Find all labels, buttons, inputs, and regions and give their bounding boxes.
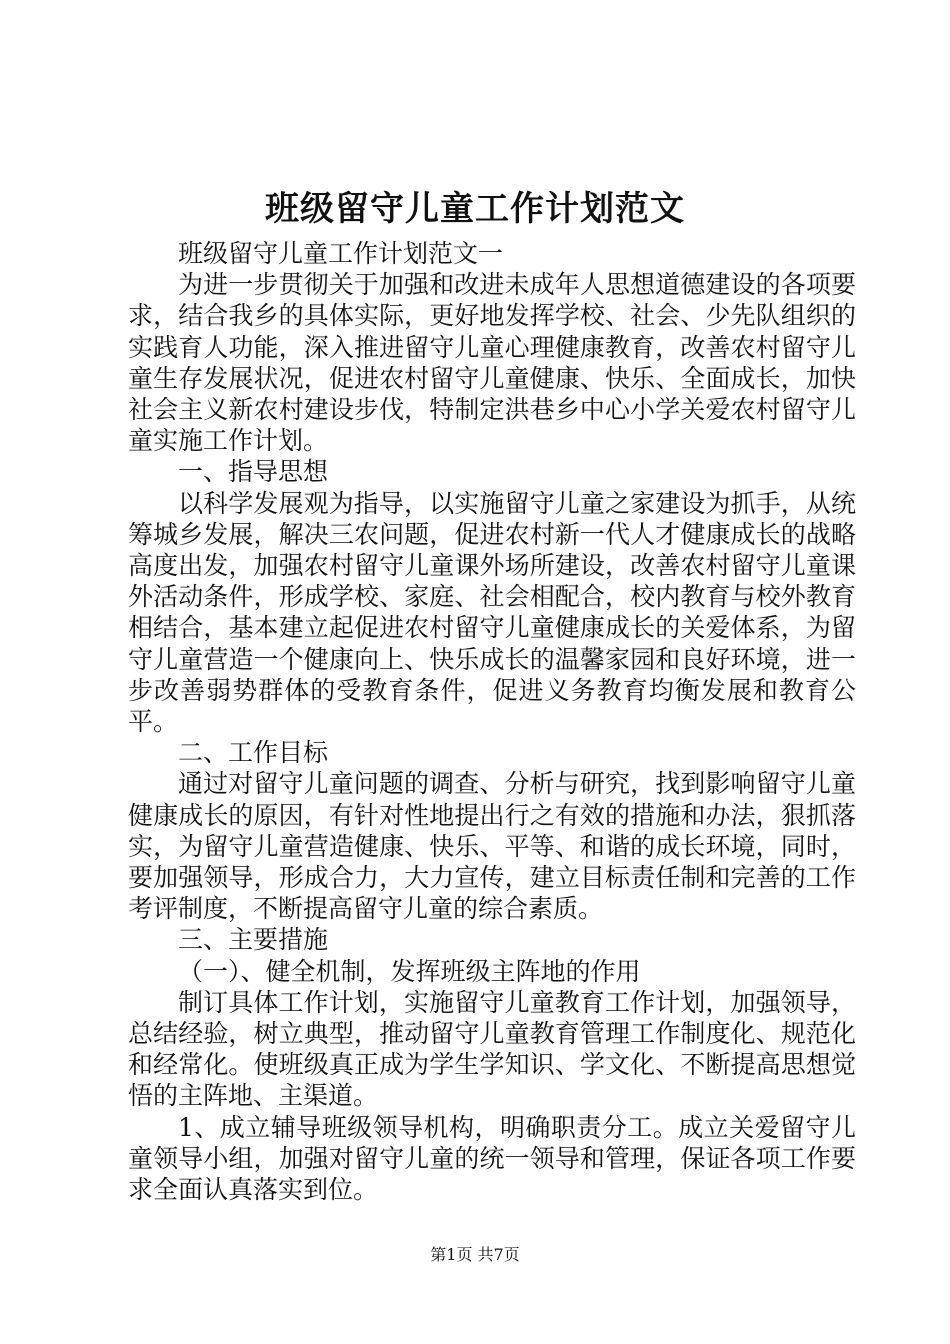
subtitle-paragraph: 班级留守儿童工作计划范文一 bbox=[178, 239, 504, 268]
leadership-paragraph: 1、成立辅导班级领导机构，明确职责分工。成立关爱留守儿童领导小组，加强对留守儿童的统一领导和管理，保证各项工作要求全面认真落实到位。 bbox=[128, 1112, 856, 1205]
subsection-heading-mechanism: （一）、健全机制，发挥班级主阵地的作用 bbox=[178, 956, 641, 986]
guiding-ideology-paragraph: 以科学发展观为指导，以实施留守儿童之家建设为抓手，从统筹城乡发展，解决三农问题，促进农村新一代人才健康成长的战略高度出发，加强农村留守儿童课外场所建设，改善农村留守儿童课外活动条件，形成学校、家庭、社会相配合，校内教育与校外教育相结合，基本建立起促进农村留守儿童健康成长的关爱体系，为留守儿童营造一个健康向上、快乐成长的温馨家园和良好环境，进一步改善弱势群体的受教育条件，促进义务教育均衡发展和教育公平。 bbox=[128, 488, 856, 737]
document-body bbox=[128, 238, 856, 1205]
mechanism-paragraph: 制订具体工作计划，实施留守儿童教育工作计划，加强领导，总结经验，树立典型，推动留守儿童教育管理工作制度化、规范化和经常化。使班级真正成为学生学知识、学文化、不断提高思想觉悟的主阵地、主渠道。 bbox=[128, 987, 856, 1111]
document-title: 班级留守儿童工作计划范文 bbox=[265, 189, 685, 229]
section-heading-guiding-ideology: 一、指导思想 bbox=[178, 457, 329, 487]
section-heading-work-goals: 二、工作目标 bbox=[178, 738, 329, 768]
page-footer: 第1页 共7页 bbox=[430, 1245, 520, 1264]
intro-paragraph: 为进一步贯彻关于加强和改进未成年人思想道德建设的各项要求，结合我乡的具体实际，更好地发挥学校、社会、少先队组织的实践育人功能，深入推进留守儿童心理健康教育，改善农村留守儿童生存发展状况，促进农村留守儿童健康、快乐、全面成长，加快社会主义新农村建设步伐，特制定洪巷乡中心小学关爱农村留守儿童实施工作计划。 bbox=[128, 270, 856, 456]
section-heading-main-measures: 三、主要措施 bbox=[178, 925, 329, 955]
work-goals-paragraph: 通过对留守儿童问题的调查、分析与研究，找到影响留守儿童健康成长的原因，有针对性地提出行之有效的措施和办法，狠抓落实，为留守儿童营造健康、快乐、平等、和谐的成长环境，同时，要加强领导，形成合力，大力宣传，建立目标责任制和完善的工作考评制度，不断提高留守儿童的综合素质。 bbox=[128, 769, 856, 924]
